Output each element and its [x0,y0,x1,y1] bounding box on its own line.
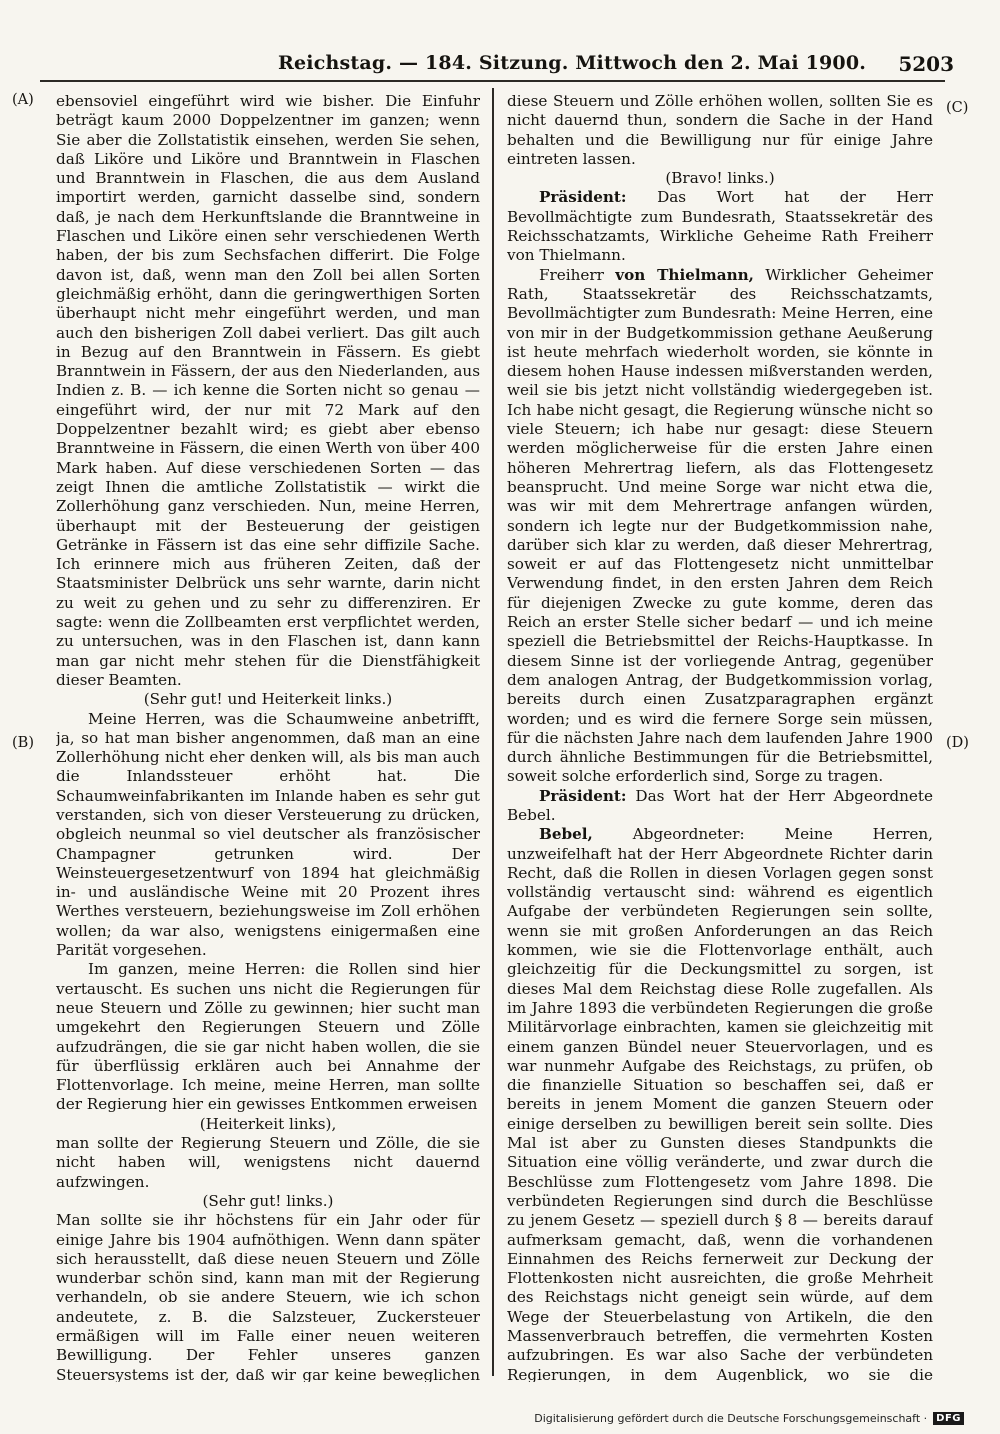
page-header [0,0,1000,80]
footer [534,1412,964,1425]
interjection: (Heiterkeit links), [199,1114,337,1133]
paragraph: diese Steuern und Zölle erhöhen wollen, sollten Sie es nicht dauernd thun, sondern die Sache in der Hand behalten und die Bewilligung nur für einige Jahre eintreten lassen. [507,92,933,168]
speaker-name: Präsident: [539,786,627,805]
footer-credit: Digitalisierung gefördert durch die Deutsche Forschungsgemeinschaft · [534,1412,928,1425]
interjection: (Sehr gut! links.) [202,1191,334,1210]
margin-mark-b: (B) [12,735,34,751]
paragraph: ebensoviel eingeführt wird wie bisher. Die Einfuhr beträgt kaum 2000 Doppelzentner im ganzen; wenn Sie aber die Zollstatistik einsehen, werden Sie sehen, daß Liköre und Liköre und Branntwein in Flaschen und Branntwein in Flaschen, die aus dem Ausland importirt werden, garnicht dasselbe sind, sondern daß, je nach dem Herkunftslande die Branntweine in Flaschen und Liköre einen sehr verschiedenen Werth haben, der bis zum Sechsfachen differirt. Die Folge davon ist, daß, wenn man den Zoll bei allen Sorten gleichmäßig erhöht, dann die geringwerthigen Sorten überhaupt nicht mehr eingeführt werden, und man auch den bisherigen Zoll dabei verliert. Das gilt auch in Bezug auf den Branntwein in Fässern. Es giebt Branntwein in Fässern, der aus den Niederlanden, aus Indien z. B. — ich kenne die Sorten nicht so genau — eingeführt wird, der nur mit 72 Mark auf den Doppelzentner bezahlt wird; es giebt aber ebenso Branntweine in Fässern, die einen Werth von über 400 Mark haben. Auf diese verschiedenen Sorten — das zeigt Ihnen die amtliche Zollstatistik — wirkt die Zollerhöhung ganz verschieden. Nun, meine Herren, überhaupt mit der Besteuerung der geistigen Getränke in Fässern ist das eine sehr diffizile Sache. Ich erinnere mich aus früheren Zeiten, daß der Staatsminister Delbrück uns sehr warnte, darin nicht zu weit zu gehen und zu sehr zu differenziren. Er sagte: wenn die Zollbeamten erst verpflichtet werden, zu untersuchen, was in den Flaschen ist, dann kann man gar nicht mehr stehen für die Dienstfähigkeit dieser Beamten. [56,92,480,689]
paragraph: Man sollte sie ihr höchstens für ein Jahr oder für einige Jahre bis 1904 aufnöthigen. Wenn dann später sich herausstellt, daß diese neuen Steuern und Zölle wunderbar schön sind, kann man mit der Regierung verhandeln, ob sie andere Steuern, wie ich schon andeutete, z. B. die Salzsteuer, Zuckersteuer ermäßigen will im Falle einer neuen weiteren Bewilligung. Der Fehler unseres ganzen Steuersystems ist der, daß wir gar keine beweglichen [56,1211,480,1382]
speech-text: Das Wort hat der Herr Abgeordnete Bebel. [507,786,933,824]
speaker-name: Präsident: [539,188,627,207]
speech-text: Abgeordneter: Meine Herren, unzweifelhaft hat der Herr Abgeordnete Richter darin Recht, daß die Rollen in diesen Vorlagen gegen sonst vollständig vertauscht sind: während es eigentlich Aufgabe der verbündeten Regierungen sein sollte, wenn sie mit großen Anforderungen an das Reich kommen, wie sie die Flottenvorlage enthält, auch gleichzeitig für die Deckungsmittel zu sorgen, ist dieses Mal dem Reichstag diese Rolle zugefallen. Als im Jahre 1893 die verbündeten Regierungen die große Militärvorlage einbrachten, kamen sie gleichzeitig mit einem ganzen Bündel neuer Steuervorlagen, und es war nunmehr Aufgabe des Reichstags, zu prüfen, ob die finanzielle Situation so beschaffen sei, daß er bereits in jenem Moment die ganzen Steuern oder einige derselben zu bewilligen bereit sein sollte. Dies Mal ist aber zu Gunsten dieses Standpunkts die Situation eine völlig veränderte, und zwar durch die Beschlüsse zum Flottengesetz vom Jahre 1898. Die verbündeten Regierungen sind durch die Beschlüsse zu jenem Gesetz — speziell durch § 8 — bereits darauf aufmerksam gemacht, daß, wenn die vorhandenen Einnahmen des Reichs fernerweit zur Deckung der Flottenkosten nicht ausreichten, die große Mehrheit des Reichstags nicht geneigt sein würde, auf dem Wege der Steuerbelastung von Artikeln, die den Massenverbrauch betreffen, die vermehrten Kosten aufzubringen. Es war also Sache der verbündeten Regierungen, in dem Augenblick, wo sie die [507,825,933,1382]
speaker-prefix: Freiherr [539,265,616,284]
speech-president-1 [507,188,933,265]
interjection: (Bravo! links.) [665,169,775,188]
speech-president-2 [507,787,933,826]
speech-bebel [507,825,933,1382]
margin-mark-a: (A) [12,92,34,108]
page-title: Reichstag. — 184. Sitzung. Mittwoch den 2. Mai 1900. [278,52,867,74]
speaker-name: von Thielmann, [615,265,754,284]
speaker-name: Bebel, [539,825,593,844]
speech-text: Das Wort hat der Herr Bevollmächtigte zum Bundesrath, Staatssekretär des Reichsschatzamts, Wirkliche Geheime Rath Freiherr von Thielmann. [507,188,933,265]
paragraph: Im ganzen, meine Herren: die Rollen sind hier vertauscht. Es suchen uns nicht die Regierungen für neue Steuern und Zölle zu gewinnen; hier sucht man umgekehrt den Regierungen Steuern und Zölle aufzudrängen, die sie gar nicht haben wollen, die sie für überflüssig erklären auch bei Annahme der Flottenvorlage. Ich meine, meine Herren, man sollte der Regierung hier ein gewisses Entkommen erweisen [56,960,480,1114]
header-rule [40,80,945,82]
dfg-logo: DFG [933,1412,964,1425]
right-column [507,92,933,1382]
margin-mark-c: (C) [946,100,969,116]
left-column [56,92,480,1382]
page-number: 5203 [898,52,954,76]
margin-mark-d: (D) [946,735,969,751]
interjection: (Sehr gut! und Heiterkeit links.) [143,690,393,709]
speech-text: Wirklicher Geheimer Rath, Staatssekretär des Reichsschatzamts, Bevollmächtigter zum Bundesrath: Meine Herren, eine von mir in der Budgetkommission gethane Aeußerung ist heute mehrfach wiederholt worden, sie könnte in diesem hohen Hause indessen mißverstanden werden, weil sie bis jetzt nicht vollständig wiedergegeben ist. Ich habe nicht gesagt, die Regierung wünsche nicht so viele Steuern; ich habe nur gesagt: diese Steuern werden möglicherweise für die ersten Jahre einen höheren Mehrertrag liefern, als das Flottengesetz beansprucht. Und meine Sorge war nicht etwa die, was wir mit dem Mehrertrage anfangen würden, sondern ich legte nur der Budgetkommission nahe, darüber sich klar zu werden, daß dieser Mehrertrag, soweit er auf das Flottengesetz nicht unmittelbar Verwendung findet, in den ersten Jahren dem Reich für diejenigen Zwecke zu gute komme, deren das Reich an erster Stelle sicher bedarf — und ich meine speziell die Betriebsmittel der Reichs-Hauptkasse. In diesem Sinne ist der vorliegende Antrag, gegenüber dem analogen Antrag, der Budgetkommission vorlag, bereits durch einen Zusatzparagraphen ergänzt worden; und es wird die fernere Sorge sein müssen, für die nächsten Jahre nach dem laufenden Jahre 1900 durch ähnliche Bestimmungen für die Betriebsmittel, soweit solche erforderlich sind, Sorge zu tragen. [507,265,933,786]
speech-thielmann [507,266,933,787]
paragraph: Meine Herren, was die Schaumweine anbetrifft, ja, so hat man bisher angenommen, daß man an eine Zollerhöhung nicht eher denken will, als bis man auch die Inlandssteuer erhöht hat. Die Schaumweinfabrikanten im Inlande haben es sehr gut verstanden, sich von dieser Versteuerung zu drücken, obgleich neunmal so viel deutscher als französischer Champagner getrunken wird. Der Weinsteuergesetzentwurf von 1894 hat gleichmäßig in- und ausländische Weine mit 20 Prozent ihres Werthes versteuern, beziehungsweise im Zoll erhöhen wollen; da war also, wenigstens einigermaßen eine Parität vorgesehen. [56,709,480,960]
column-divider [492,88,494,1376]
paragraph: man sollte der Regierung Steuern und Zölle, die sie nicht haben will, wenigstens nicht dauernd aufzwingen. [56,1134,480,1191]
